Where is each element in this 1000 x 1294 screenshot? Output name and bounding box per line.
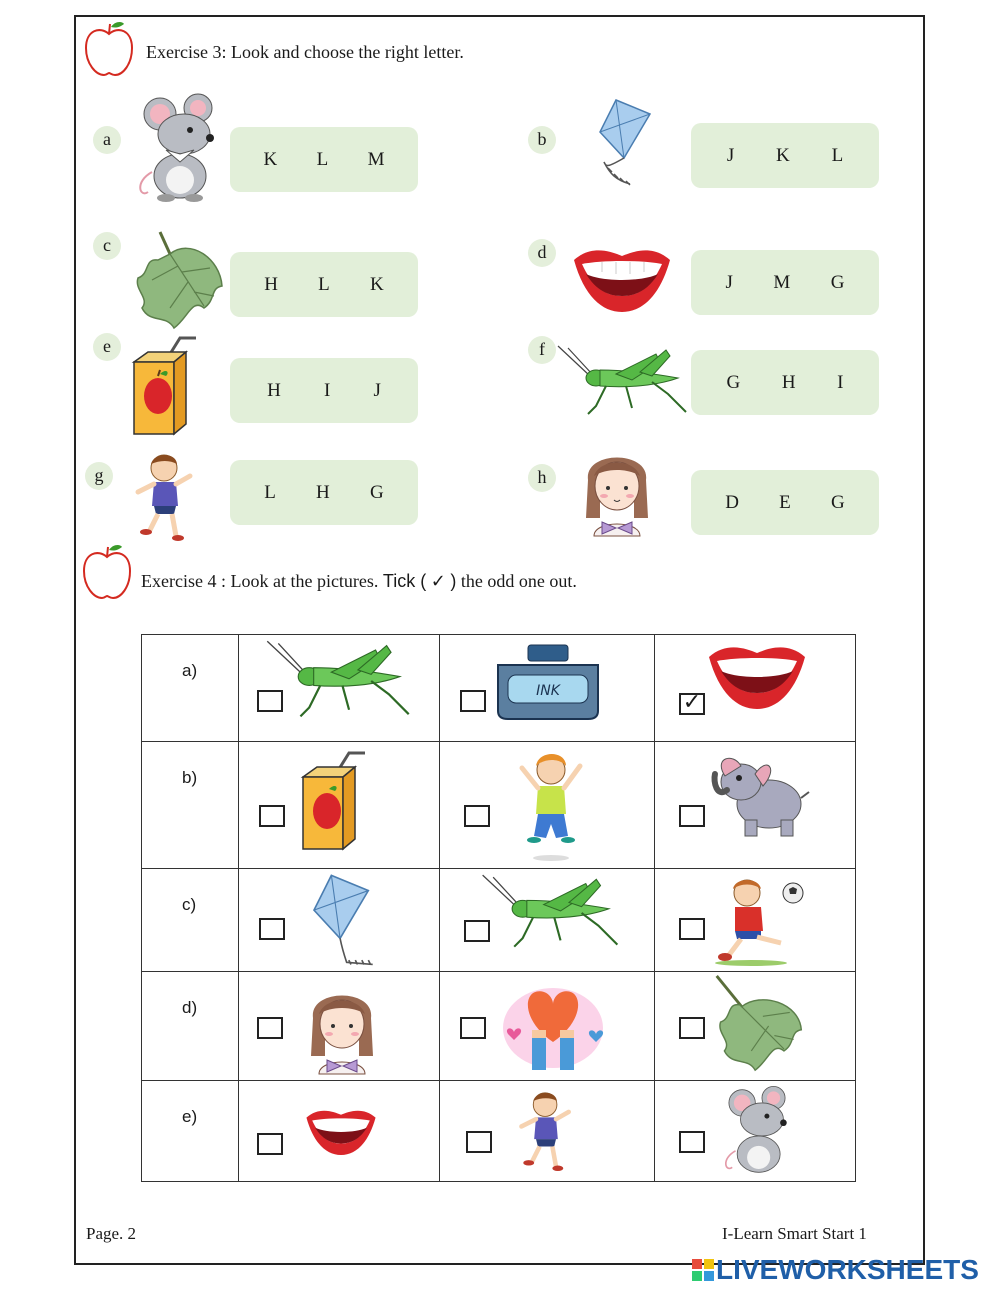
letter-options (230, 127, 418, 192)
item-label: a (93, 126, 121, 154)
row-label: d) (182, 998, 198, 1017)
apple-icon (80, 543, 134, 601)
letter-option[interactable]: G (370, 481, 384, 503)
table-row (142, 869, 856, 972)
letter-option[interactable]: L (316, 148, 329, 170)
juice-box-picture (130, 334, 204, 438)
letter-option[interactable]: L (264, 481, 276, 503)
letter-option[interactable]: H (267, 379, 281, 401)
row-label: e) (182, 1107, 198, 1126)
apple-icon (82, 20, 136, 78)
letter-option[interactable]: I (837, 371, 844, 393)
letter-options (691, 350, 879, 415)
brand-logo (692, 1254, 979, 1286)
letter-option[interactable]: M (367, 148, 385, 170)
table-row (142, 1081, 856, 1182)
jumping-boy-picture (516, 744, 586, 862)
grasshopper-picture (263, 639, 413, 723)
tick-checkbox[interactable] (466, 1131, 492, 1153)
kicking-boy-picture (711, 873, 811, 967)
tick-text: Tick ( (382, 571, 427, 591)
row-label: a) (182, 661, 198, 680)
letter-option[interactable]: H (781, 371, 796, 393)
grasshopper-picture (556, 344, 688, 420)
letter-options (230, 460, 418, 525)
boy-picture (132, 450, 198, 544)
tick-checkbox[interactable] (257, 1133, 283, 1155)
item-label: e (93, 333, 121, 361)
girl-picture (580, 440, 654, 538)
letter-option[interactable]: J (373, 379, 381, 401)
tick-checkbox[interactable] (679, 805, 705, 827)
table-row (142, 972, 856, 1081)
book-title: I-Learn Smart Start 1 (722, 1224, 867, 1243)
letter-option[interactable]: H (316, 481, 330, 503)
letter-options (691, 250, 879, 315)
row-label: b) (182, 768, 198, 787)
tick-checkbox[interactable] (679, 1131, 705, 1153)
letter-option[interactable]: E (779, 491, 791, 513)
leaf-picture (130, 228, 226, 332)
exercise-4-title-end: the odd one out. (460, 571, 577, 591)
letter-options (691, 470, 879, 535)
tick-checkbox[interactable] (257, 1017, 283, 1039)
letter-option[interactable]: K (776, 144, 790, 166)
letter-option[interactable]: J (726, 144, 735, 166)
table-row (142, 635, 856, 742)
table-row (142, 742, 856, 869)
letter-options (230, 252, 418, 317)
girl-picture (305, 978, 379, 1076)
heart-picture (498, 978, 608, 1070)
tick-checkbox[interactable] (464, 805, 490, 827)
juice-box-picture (299, 746, 373, 856)
ink-bottle-picture (490, 641, 606, 721)
letter-option[interactable]: G (831, 491, 845, 513)
letter-option[interactable]: D (725, 491, 739, 513)
tick-checkbox[interactable]: ✓ (679, 693, 705, 715)
tick-checkbox[interactable] (679, 1017, 705, 1039)
tick-checkbox[interactable] (460, 1017, 486, 1039)
kite-picture (299, 871, 379, 971)
letter-option[interactable]: L (831, 144, 844, 166)
item-label: b (528, 126, 556, 154)
tick-close: ) (450, 571, 457, 591)
elephant-picture (711, 748, 811, 844)
letter-option[interactable]: G (726, 371, 741, 393)
kite-picture (590, 96, 656, 188)
brand-name: LIVEWORKSHEETS (716, 1254, 979, 1285)
grasshopper-picture (480, 873, 620, 953)
tick-icon: ✓ (430, 571, 446, 591)
letter-option[interactable]: G (830, 271, 845, 293)
letter-options (691, 123, 879, 188)
tick-checkbox[interactable] (464, 920, 490, 942)
letter-options (230, 358, 418, 423)
letter-option[interactable]: I (323, 379, 331, 401)
exercise-3-title: Exercise 3: Look and choose the right letter. (146, 42, 464, 62)
letter-option[interactable]: H (264, 273, 278, 295)
item-label: d (528, 239, 556, 267)
ink-label: INK (536, 683, 560, 699)
letter-option[interactable]: M (773, 271, 791, 293)
tick-checkbox[interactable] (259, 918, 285, 940)
tick-checkbox[interactable] (259, 805, 285, 827)
odd-one-out-table (141, 634, 856, 1182)
mouse-picture (132, 92, 224, 204)
letter-option[interactable]: L (318, 273, 330, 295)
tick-checkbox[interactable] (257, 690, 283, 712)
page-number: Page. 2 (86, 1224, 137, 1243)
mouth-picture (572, 246, 672, 314)
tick-checkbox[interactable] (679, 918, 705, 940)
item-label: h (528, 464, 556, 492)
exercise-4-title-text: Exercise 4 : Look at the pictures. (141, 571, 379, 591)
letter-option[interactable]: K (263, 148, 278, 170)
exercise-4-title (141, 571, 577, 592)
mouth-picture (707, 643, 807, 711)
item-label: c (93, 232, 121, 260)
mouse-picture (719, 1083, 795, 1179)
item-label: f (528, 336, 556, 364)
tick-checkbox[interactable] (460, 690, 486, 712)
boy-picture (516, 1085, 576, 1177)
mouth-picture (305, 1107, 377, 1157)
leaf-picture (711, 974, 807, 1074)
letter-option[interactable]: K (370, 273, 384, 295)
liveworksheets-logo-icon (692, 1259, 714, 1281)
item-label: g (85, 462, 113, 490)
letter-option[interactable]: J (725, 271, 733, 293)
row-label: c) (182, 895, 197, 914)
